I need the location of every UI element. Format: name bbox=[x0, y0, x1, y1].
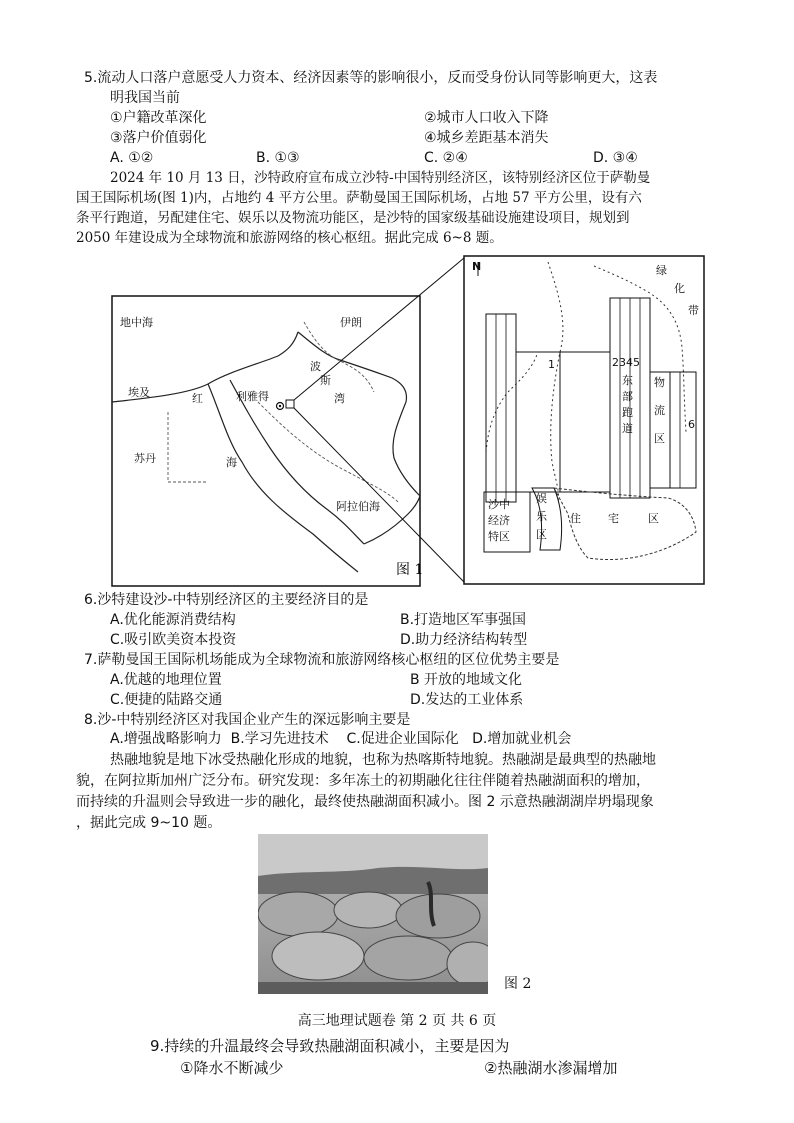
q7-option-d: D.发达的工业体系 bbox=[410, 692, 524, 708]
label-green-3: 带 bbox=[688, 304, 699, 317]
figure2-photo bbox=[258, 834, 488, 994]
q8-options: A.增强战略影响力 B.学习先进技术 C.促进企业国际化 D.增加就业机会 bbox=[110, 731, 572, 747]
q9-stem: 9.持续的升温最终会导致热融湖面积减小，主要是因为 bbox=[150, 1037, 510, 1055]
q9-item-1: ①降水不断减少 bbox=[180, 1059, 284, 1077]
label-sez-3: 特区 bbox=[488, 530, 510, 543]
label-riyadh: 利雅得 bbox=[236, 390, 269, 403]
figure1-caption: 图 1 bbox=[396, 562, 424, 578]
label-runways-2345: 2345 bbox=[612, 356, 640, 369]
label-green-2: 化 bbox=[674, 282, 685, 295]
passage1-line4: 2050 年建设成为全球物流和旅游网络的核心枢纽。据此完成 6~8 题。 bbox=[76, 230, 503, 246]
label-sudan: 苏丹 bbox=[134, 452, 156, 465]
q6-option-b: B.打造地区军事强国 bbox=[400, 612, 527, 628]
label-runway-6: 6 bbox=[688, 418, 695, 431]
q5-option-a: A. ①② bbox=[110, 150, 154, 166]
q6-stem: 6.沙特建设沙-中特别经济区的主要经济目的是 bbox=[84, 592, 369, 608]
q5-item-2: ②城市人口收入下降 bbox=[424, 110, 549, 126]
label-logistics-1: 物 bbox=[654, 376, 665, 389]
label-entertainment-3: 区 bbox=[536, 528, 547, 541]
label-east-runway-2: 部 bbox=[622, 390, 633, 403]
label-residential-1: 住 bbox=[570, 512, 581, 525]
q7-option-c: C.便捷的陆路交通 bbox=[110, 692, 223, 708]
label-red-1: 红 bbox=[192, 392, 203, 405]
figure2-caption: 图 2 bbox=[504, 976, 532, 992]
label-east-runway-1: 东 bbox=[622, 374, 633, 387]
label-east-runway-4: 道 bbox=[622, 422, 633, 435]
q7-stem: 7.萨勒曼国王国际机场能成为全球物流和旅游网络核心枢纽的区位优势主要是 bbox=[84, 652, 560, 668]
q8-stem: 8.沙-中特别经济区对我国企业产生的深远影响主要是 bbox=[84, 712, 411, 728]
passage1-line3: 条平行跑道，另配建住宅、娱乐以及物流功能区，是沙特的国家级基础设施建设项目，规划到 bbox=[76, 210, 630, 226]
passage2-line3: 而持续的升温则会导致进一步的融化，最终使热融湖面积减小。图 2 示意热融湖湖岸坍塌现象 bbox=[76, 794, 654, 810]
label-north: N bbox=[472, 260, 482, 273]
q5-stem-line2: 明我国当前 bbox=[110, 90, 180, 106]
page-footer: 高三地理试题卷 第 2 页 共 6 页 bbox=[297, 1013, 497, 1029]
q5-item-3: ③落户价值弱化 bbox=[110, 130, 207, 146]
label-persian-3: 湾 bbox=[334, 392, 345, 405]
label-mediterranean: 地中海 bbox=[120, 316, 153, 329]
q6-option-a: A.优化能源消费结构 bbox=[110, 612, 236, 628]
q7-option-b: B 开放的地域文化 bbox=[410, 672, 523, 688]
q5-stem-line1: 5.流动人口落户意愿受人力资本、经济因素等的影响很小，反而受身份认同等影响更大，这表 bbox=[84, 70, 658, 86]
q6-option-d: D.助力经济结构转型 bbox=[400, 632, 528, 648]
label-arabian-sea: 阿拉伯海 bbox=[336, 500, 380, 513]
label-logistics-2: 流 bbox=[654, 404, 665, 417]
label-entertainment-1: 娱 bbox=[536, 492, 547, 505]
passage1-line1: 2024 年 10 月 13 日，沙特政府宣布成立沙特-中国特别经济区，该特别经济区位于萨勒曼 bbox=[110, 170, 651, 186]
passage2-line1: 热融地貌是地下冰受热融化形成的地貌，也称为热喀斯特地貌。热融湖是最典型的热融地 bbox=[110, 752, 656, 768]
q5-option-d: D. ③④ bbox=[593, 150, 638, 166]
q5-item-4: ④城乡差距基本消失 bbox=[424, 130, 549, 146]
passage2-line4: ，据此完成 9~10 题。 bbox=[76, 815, 222, 831]
label-east-runway-3: 跑 bbox=[622, 406, 633, 419]
passage1-line2: 国王国际机场(图 1)内，占地约 4 平方公里。萨勒曼国王国际机场，占地 57 平方公里，设有六 bbox=[76, 190, 642, 206]
q6-option-c: C.吸引欧美资本投资 bbox=[110, 632, 237, 648]
riyadh-marker-dot bbox=[279, 405, 281, 407]
label-iran: 伊朗 bbox=[340, 316, 362, 329]
label-logistics-3: 区 bbox=[654, 432, 665, 445]
q5-item-1: ①户籍改革深化 bbox=[110, 110, 207, 126]
label-entertainment-2: 乐 bbox=[536, 510, 547, 523]
q5-option-b: B. ①③ bbox=[256, 150, 300, 166]
q7-option-a: A.优越的地理位置 bbox=[110, 672, 222, 688]
figure1-map bbox=[108, 252, 708, 590]
label-persian-1: 波 bbox=[310, 360, 321, 373]
label-sez-1: 沙中 bbox=[488, 498, 510, 511]
q5-option-c: C. ②④ bbox=[424, 150, 468, 166]
label-residential-2: 宅 bbox=[608, 512, 619, 525]
label-sez-2: 经济 bbox=[488, 514, 510, 527]
label-green-1: 绿 bbox=[656, 264, 667, 277]
label-runway-1: 1 bbox=[548, 358, 555, 371]
passage2-line2: 貌，在阿拉斯加州广泛分布。研究发现：多年冻土的初期融化往往伴随着热融湖面积的增加， bbox=[76, 773, 650, 789]
q9-item-2: ②热融湖水渗漏增加 bbox=[484, 1059, 618, 1077]
label-persian-2: 斯 bbox=[320, 374, 331, 387]
label-residential-3: 区 bbox=[648, 512, 659, 525]
label-red-2: 海 bbox=[226, 456, 237, 469]
label-egypt: 埃及 bbox=[128, 386, 150, 399]
